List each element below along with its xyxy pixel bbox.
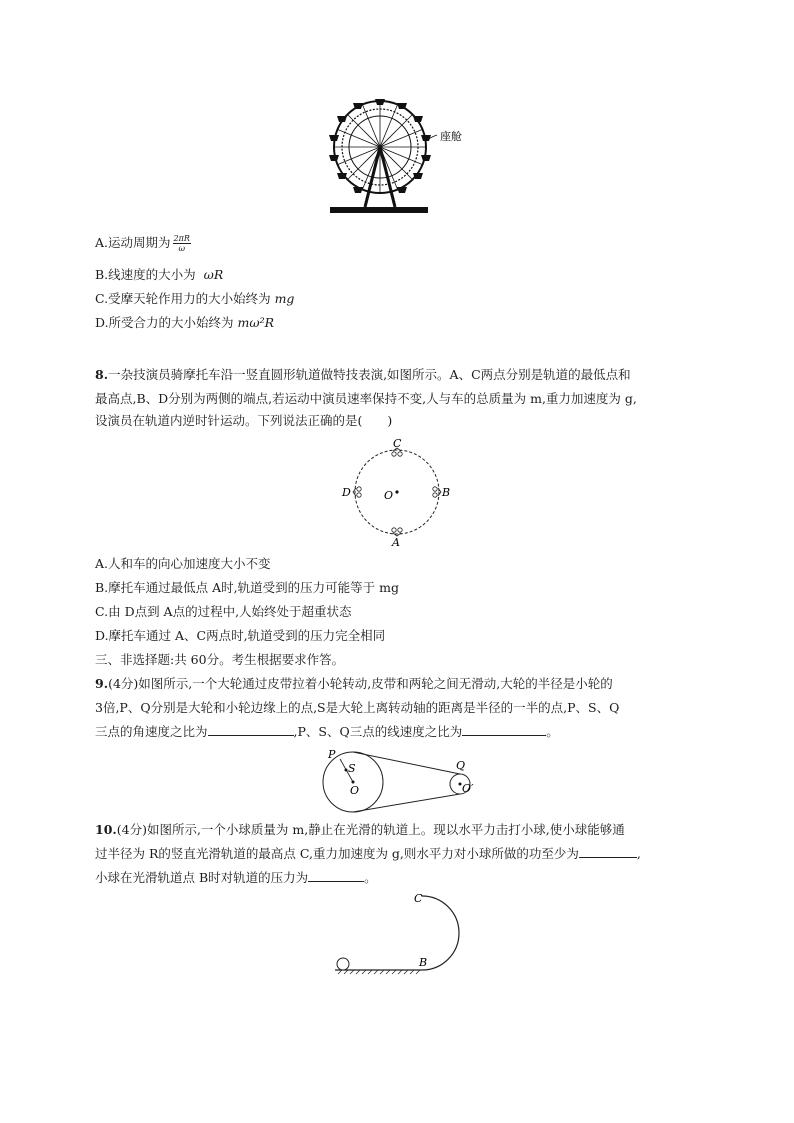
q7-option-d [95,314,274,332]
q8-option-b: B.摩托车通过最低点 A时,轨道受到的压力可能等于 mg [95,580,399,595]
q7-option-d-text: D.所受合力的大小始终为 [95,315,234,330]
q8-label-b: B [442,486,451,499]
q7-option-a-fraction [173,234,191,253]
q8-option-d: D.摩托车通过 A、C两点时,轨道受到的压力完全相同 [95,628,386,643]
q9-label-p: P [328,748,336,761]
q8-stem-text-1: 一杂技演员骑摩托车沿一竖直圆形轨道做特技表演,如图所示。A、C两点分别是轨道的最低点和 [108,367,631,382]
q9-stem-line-2: 3倍,P、Q分别是大轮和小轮边缘上的点,S是大轮上离转动轴的距离是半径的一半的点,P、S、Q [95,700,620,715]
q9-stem-text-3c: 。 [546,724,559,739]
q10-stem-text-2a: 过半径为 R的竖直光滑轨道的最高点 C,重力加速度为 g,则水平力对小球所做的功至少为 [95,846,579,861]
q8-label-c: C [393,437,402,450]
q7-option-b-text: B.线速度的大小为 [95,267,196,282]
q10-stem-line-3 [95,869,377,887]
q8-label-d: D [342,486,351,499]
q10-work-answer-blank[interactable] [579,845,637,858]
ferris-wheel-drawing [329,99,437,213]
q8-stem-line-2: 最高点,B、D分别为两侧的端点,若运动中演员速率保持不变,人与车的总质量为 m,重力加速度为 g, [95,391,637,406]
q8-number: 8. [95,367,109,382]
q9-label-o: O [350,784,360,797]
q10-stem-text-3b: 。 [364,870,377,885]
q7-option-c [95,290,294,308]
q10-stem-text-2b: , [636,846,641,861]
q7-option-a-text: A.运动周期为 [95,235,171,250]
q9-stem-line-3 [95,723,559,741]
q9-stem-text-1: (4分)如图所示,一个大轮通过皮带拉着小轮转动,皮带和两轮之间无滑动,大轮的半径是小轮的 [108,676,613,691]
q7-option-c-math: mg [274,291,295,306]
q9-number: 9. [95,676,109,691]
q8-stem-line-3: 设演员在轨道内逆时针运动。下列说法正确的是( ) [95,413,393,428]
q10-stem-line-1 [95,821,625,839]
q9-label-q: Q [456,759,466,772]
q7-option-a-denominator: ω [178,244,185,253]
q9-angular-velocity-answer-blank[interactable] [208,723,294,736]
q10-stem-text-1: (4分)如图所示,一个小球质量为 m,静止在光滑的轨道上。现以水平力击打小球,使小球能够通 [116,822,625,837]
q7-option-a [95,234,191,253]
q9-label-s: S [348,762,356,775]
ferris-wheel-figure [325,95,465,220]
q8-track-figure [335,435,455,550]
q7-option-d-math: mω²R [237,315,275,330]
section-3-heading: 三、非选择题:共 60分。考生根据要求作答。 [95,652,345,667]
q8-label-o: O [384,489,394,502]
q9-belt-lower [353,794,460,812]
q9-belt-pulley-figure [318,748,483,818]
q8-stem-line-1 [95,366,631,384]
q10-label-c: C [414,892,423,905]
q10-pressure-answer-blank[interactable] [308,869,364,882]
q7-option-c-text: C.受摩天轮作用力的大小始终为 [95,291,271,306]
q9-belt-upper [353,752,460,774]
q10-track-figure [330,890,470,980]
q8-option-c: C.由 D点到 A点的过程中,人始终处于超重状态 [95,604,352,619]
q10-number: 10. [95,822,117,837]
q8-label-a: A [392,536,400,549]
q7-option-b [95,266,223,284]
q9-stem-line-1 [95,675,613,693]
q9-linear-velocity-answer-blank[interactable] [462,723,546,736]
q10-stem-text-3a: 小球在光滑轨道点 B时对轨道的压力为 [95,870,309,885]
q10-semicircle-track [422,896,459,970]
ferris-seat-label: 座舱 [440,130,462,143]
q10-stem-line-2 [95,845,641,863]
q8-option-a: A.人和车的向心加速度大小不变 [95,556,271,571]
q9-label-o-prime: O′ [462,782,474,795]
q7-option-a-numerator: 2πR [173,234,190,243]
q9-stem-text-3b: ,P、S、Q三点的线速度之比为 [293,724,463,739]
q8-center-dot [395,490,398,493]
q10-label-b: B [419,956,428,969]
q7-option-b-math: ωR [203,267,224,282]
q9-stem-text-3a: 三点的角速度之比为 [95,724,208,739]
q10-ball [337,958,349,970]
